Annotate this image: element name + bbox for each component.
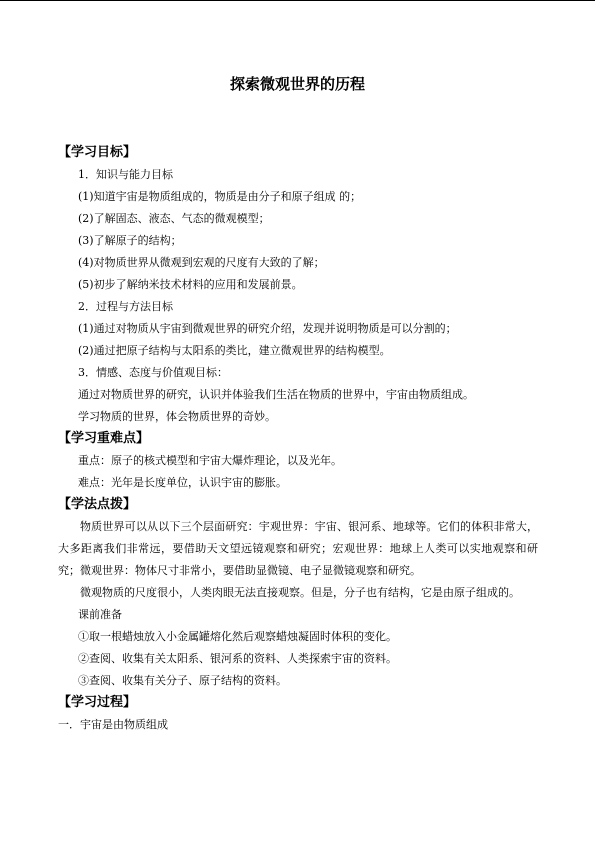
- goal-knowledge-item: (2)了解固态、液态、气态的微观模型；: [78, 212, 270, 225]
- method-paragraph: 物质世界可以从以下三个层面研究：宇观世界：宇宙、银河系、地球等。它们的体积非常大，大多距离我们非常远，要借助天文望远镜观察和研究；宏观世界：地球上人类可以实地观察和研究；微观世界：物体尺寸非常小，要借助显微镜、电子显微镜观察和研究。: [58, 520, 538, 577]
- goal-knowledge-item: (3)了解原子的结构；: [78, 234, 182, 247]
- key-point-item: 重点：原子的核式模型和宇宙大爆炸理论，以及光年。: [78, 454, 342, 467]
- prep-item: ②查阅、收集有关太阳系、银河系的资料、人类探索宇宙的资料。: [78, 652, 397, 665]
- goal-knowledge-heading: 1．知识与能力目标: [78, 168, 173, 181]
- method-paragraph: 微观物质的尺度很小，人类肉眼无法直接观察。但是，分子也有结构，它是由原子组成的。: [80, 586, 520, 599]
- section-heading-key-points: 【学习重难点】: [58, 431, 150, 446]
- goal-knowledge-item: (4)对物质世界从微观到宏观的尺度有大致的了解；: [78, 256, 325, 269]
- goal-emotion-item: 通过对物质世界的研究，认识并体验我们生活在物质的世界中，宇宙由物质组成。: [78, 388, 474, 401]
- prep-item: ③查阅、收集有关分子、原子结构的资料。: [78, 674, 287, 687]
- goal-process-heading: 2．过程与方法目标: [78, 300, 173, 313]
- top-border-line: [0, 0, 595, 1]
- prep-item: ①取一根蜡烛放入小金属罐熔化然后观察蜡烛凝固时体积的变化。: [78, 630, 397, 643]
- section-heading-goals: 【学习目标】: [58, 145, 137, 160]
- goal-emotion-item: 学习物质的世界，体会物质世界的奇妙。: [78, 410, 276, 423]
- goal-process-item: (2)通过把原子结构与太阳系的类比，建立微观世界的结构模型。: [78, 344, 391, 357]
- prep-heading: 课前准备: [78, 608, 122, 621]
- goal-process-item: (1)通过对物质从宇宙到微观世界的研究介绍，发现并说明物质是可以分割的；: [78, 322, 457, 335]
- goal-knowledge-item: (5)初步了解纳米技术材料的应用和发展前景。: [78, 278, 303, 291]
- key-point-item: 难点：光年是长度单位，认识宇宙的膨胀。: [78, 476, 287, 489]
- section-heading-process: 【学习过程】: [58, 695, 137, 710]
- process-first-item: 一．宇宙是由物质组成: [58, 718, 168, 731]
- document-title: 探索微观世界的历程: [229, 75, 365, 93]
- section-heading-method: 【学法点拨】: [58, 497, 137, 512]
- document-body: [58, 142, 538, 736]
- goal-emotion-heading: 3．情感、态度与价值观目标：: [78, 366, 228, 379]
- goal-knowledge-item: (1)知道宇宙是物质组成的，物质是由分子和原子组成 的；: [78, 190, 362, 203]
